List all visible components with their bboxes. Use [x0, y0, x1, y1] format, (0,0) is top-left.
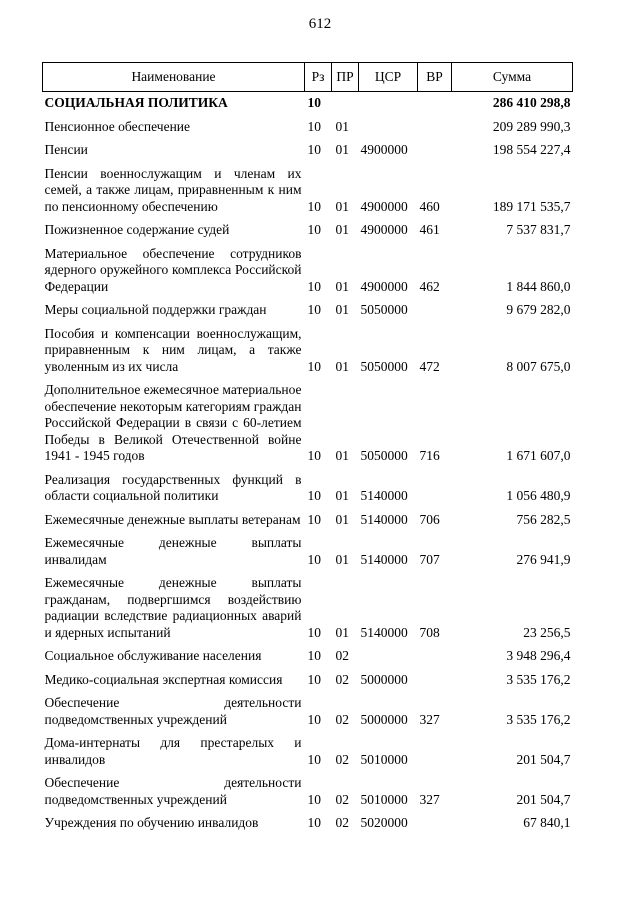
- row-pr: 01: [335, 198, 349, 214]
- row-sum: 756 282,5: [516, 511, 571, 527]
- table-row: [43, 219, 573, 243]
- row-rz: 10: [307, 791, 321, 807]
- row-vr: 462: [419, 278, 440, 294]
- row-sum: 286 410 298,8: [492, 95, 571, 110]
- row-vr: [418, 116, 452, 140]
- row-pr: 02: [335, 711, 349, 727]
- header-name: Наименование: [43, 63, 305, 92]
- row-sum: 9 679 282,0: [506, 302, 571, 317]
- row-csr: [359, 645, 418, 669]
- row-csr: 5050000: [360, 302, 408, 317]
- row-vr: 707: [419, 551, 440, 567]
- row-sum: 3 948 296,4: [506, 648, 571, 663]
- row-csr: 5010000: [360, 791, 408, 807]
- table-row: [43, 379, 573, 469]
- row-rz: 10: [307, 95, 321, 110]
- row-vr: 327: [419, 791, 440, 807]
- row-csr: 5000000: [360, 671, 408, 687]
- header-pr: ПР: [332, 63, 359, 92]
- table-row: [43, 812, 573, 836]
- row-sum: 201 504,7: [516, 751, 571, 767]
- row-sum: 8 007 675,0: [506, 358, 571, 374]
- row-csr: 5000000: [360, 711, 408, 727]
- row-name: СОЦИАЛЬНАЯ ПОЛИТИКА: [44, 95, 228, 110]
- row-pr: 01: [335, 358, 349, 374]
- row-pr: 02: [335, 815, 349, 830]
- row-rz: 10: [307, 511, 321, 527]
- table-row: [43, 299, 573, 323]
- table-row: [43, 323, 573, 380]
- row-rz: 10: [307, 551, 321, 567]
- row-csr: 5050000: [360, 448, 408, 463]
- row-vr: [418, 669, 452, 693]
- row-name: Обеспечение деятельности подведомственных учреждений: [44, 775, 302, 807]
- table-row: [43, 772, 573, 812]
- row-sum: 189 171 535,7: [492, 198, 571, 214]
- row-pr: 01: [335, 278, 349, 294]
- table-row: [43, 116, 573, 140]
- row-vr: [418, 299, 452, 323]
- table-row: [43, 532, 573, 572]
- table-row: [43, 509, 573, 533]
- row-name: Медико-социальная экспертная комиссия: [44, 671, 283, 687]
- row-pr: 01: [335, 551, 349, 567]
- header-sum: Сумма: [452, 63, 573, 92]
- row-rz: 10: [307, 671, 321, 687]
- row-vr: 460: [419, 198, 440, 214]
- row-sum: 3 535 176,2: [506, 671, 571, 687]
- header-rz: Рз: [305, 63, 332, 92]
- row-rz: 10: [307, 142, 321, 157]
- row-name: Пенсии военнослужащим и членам их семей, а также лицам, приравненным к ним по пенсионному обеспечению: [44, 165, 302, 214]
- row-vr: [418, 139, 452, 163]
- row-pr: 02: [335, 791, 349, 807]
- row-sum: 3 535 176,2: [506, 711, 571, 727]
- row-sum: 209 289 990,3: [492, 118, 571, 134]
- row-vr: 327: [419, 711, 440, 727]
- table-row: [43, 163, 573, 220]
- row-pr: 01: [335, 142, 349, 157]
- row-name: Дополнительное ежемесячное материальное обеспечение некоторым категориям граждан Российской Федерации в связи с 60-летием Победы в Великой Отечественной войне 1941 - 1945 годов: [44, 382, 302, 463]
- row-pr: 02: [335, 751, 349, 767]
- row-pr: 01: [335, 222, 349, 237]
- row-name: Меры социальной поддержки граждан: [44, 302, 267, 317]
- row-vr: 708: [419, 624, 440, 640]
- row-csr: 5140000: [360, 624, 408, 640]
- row-vr: [418, 812, 452, 836]
- table-row: [43, 139, 573, 163]
- row-rz: 10: [307, 358, 321, 374]
- row-csr: [359, 116, 418, 140]
- header-csr: ЦСР: [359, 63, 418, 92]
- table-row: [43, 572, 573, 645]
- row-name: Пенсионное обеспечение: [44, 118, 191, 134]
- row-name: Обеспечение деятельности подведомственных учреждений: [44, 695, 302, 727]
- row-rz: 10: [307, 222, 321, 237]
- row-csr: 5140000: [360, 551, 408, 567]
- row-rz: 10: [307, 751, 321, 767]
- table-header: [43, 63, 573, 92]
- row-vr: [418, 645, 452, 669]
- row-sum: 276 941,9: [516, 551, 571, 567]
- row-sum: 7 537 831,7: [506, 222, 571, 237]
- row-csr: 4900000: [360, 278, 408, 294]
- row-rz: 10: [307, 448, 321, 463]
- row-pr: 02: [335, 671, 349, 687]
- row-vr: [418, 469, 452, 509]
- row-name: Реализация государственных функций в области социальной политики: [44, 471, 302, 503]
- row-csr: 5140000: [360, 488, 408, 503]
- row-name: Пожизненное содержание судей: [44, 222, 230, 237]
- page-number: 612: [308, 16, 332, 32]
- row-pr: 01: [335, 302, 349, 317]
- row-name: Ежемесячные денежные выплаты ветеранам: [44, 511, 301, 527]
- row-rz: 10: [307, 648, 321, 663]
- row-rz: 10: [307, 118, 321, 134]
- row-rz: 10: [307, 278, 321, 294]
- row-pr: 01: [335, 118, 349, 134]
- row-sum: 198 554 227,4: [492, 142, 571, 157]
- row-sum: 201 504,7: [516, 791, 571, 807]
- row-sum: 1 671 607,0: [506, 448, 571, 463]
- row-pr: 01: [335, 488, 349, 503]
- row-vr: [418, 732, 452, 772]
- row-sum: 1 844 860,0: [506, 278, 571, 294]
- row-pr: 01: [335, 448, 349, 463]
- row-rz: 10: [307, 198, 321, 214]
- row-csr: 5010000: [360, 751, 408, 767]
- table-row: [43, 645, 573, 669]
- row-csr: 4900000: [360, 222, 408, 237]
- row-rz: 10: [307, 711, 321, 727]
- header-vr: ВР: [418, 63, 452, 92]
- row-pr: 02: [335, 648, 349, 663]
- table-row: [43, 732, 573, 772]
- row-vr: 461: [419, 222, 440, 237]
- row-csr: 4900000: [360, 198, 408, 214]
- table-row: [43, 469, 573, 509]
- table-row: [43, 669, 573, 693]
- row-csr: 5050000: [360, 358, 408, 374]
- row-vr: [418, 92, 452, 116]
- row-name: Социальное обслуживание населения: [44, 648, 262, 663]
- row-name: Материальное обеспечение сотрудников ядерного оружейного комплекса Российской Федерации: [44, 245, 302, 294]
- row-name: Пособия и компенсации военнослужащим, приравненным к ним лицам, а также уволенным из их числа: [44, 325, 302, 374]
- row-pr: 01: [335, 624, 349, 640]
- row-csr: 4900000: [360, 142, 408, 157]
- row-rz: 10: [307, 815, 321, 830]
- budget-table: [42, 62, 573, 836]
- table-row: [43, 243, 573, 300]
- row-sum: 1 056 480,9: [506, 488, 571, 503]
- row-name: Пенсии: [44, 142, 88, 157]
- row-name: Ежемесячные денежные выплаты инвалидам: [44, 535, 302, 567]
- row-csr: 5140000: [360, 511, 408, 527]
- row-name: Ежемесячные денежные выплаты гражданам, подвергшимся воздействию радиации вследствие радиационных аварий и ядерных испытаний: [44, 575, 302, 640]
- row-vr: 716: [419, 448, 440, 463]
- row-name: Учреждения по обучению инвалидов: [44, 815, 259, 830]
- table-row: [43, 692, 573, 732]
- row-vr: 472: [419, 358, 440, 374]
- row-vr: 706: [419, 511, 440, 527]
- row-csr: [359, 92, 418, 116]
- row-rz: 10: [307, 488, 321, 503]
- table-row-section-total: [43, 92, 573, 116]
- row-rz: 10: [307, 624, 321, 640]
- row-sum: 23 256,5: [523, 624, 571, 640]
- row-rz: 10: [307, 302, 321, 317]
- row-pr: [332, 92, 359, 116]
- row-pr: 01: [335, 511, 349, 527]
- row-sum: 67 840,1: [523, 815, 571, 830]
- row-csr: 5020000: [360, 815, 408, 830]
- row-name: Дома-интернаты для престарелых и инвалидов: [44, 735, 302, 767]
